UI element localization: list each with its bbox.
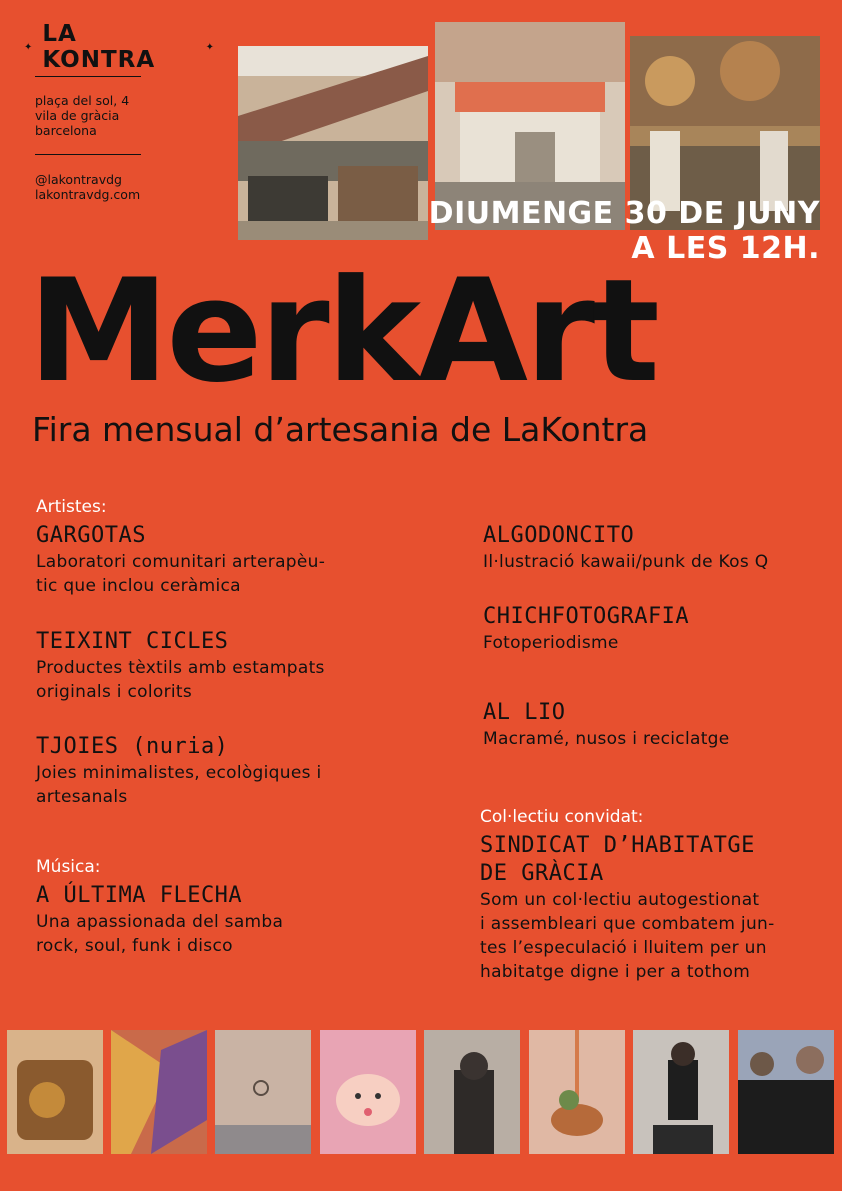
artist-desc: Joies minimalistes, ecològiques i bbox=[36, 763, 322, 783]
artist-name: TJOIES (nuria) bbox=[36, 734, 229, 759]
address-line: barcelona bbox=[35, 123, 97, 138]
artist-name: AL LIO bbox=[483, 700, 566, 725]
artists-label: Artistes: bbox=[36, 497, 107, 517]
guest-label: Col·lectiu convidat: bbox=[480, 807, 644, 827]
social-block bbox=[35, 172, 140, 202]
website-link[interactable]: lakontravdg.com bbox=[35, 187, 141, 202]
macrame-photo bbox=[529, 1030, 625, 1154]
event-time: A LES 12H. bbox=[631, 231, 820, 266]
artist-desc: Macramé, nusos i reciclatge bbox=[483, 729, 730, 749]
photographer-photo bbox=[424, 1030, 520, 1154]
artist-entry bbox=[36, 628, 325, 704]
event-date: DIUMENGE 30 DE JUNY bbox=[428, 196, 820, 231]
textile-photo bbox=[111, 1030, 207, 1154]
address-line: vila de gràcia bbox=[35, 108, 120, 123]
music-entry bbox=[36, 882, 283, 958]
guest-name: SINDICAT D’HABITATGE bbox=[480, 833, 755, 858]
guest-desc: tes l’especulació i lluitem per un bbox=[480, 938, 767, 958]
address-line: plaça del sol, 4 bbox=[35, 93, 130, 108]
guest-name: DE GRÀCIA bbox=[480, 861, 604, 886]
necklace-photo bbox=[215, 1030, 311, 1154]
event-title: MerkArt bbox=[28, 249, 657, 414]
artist-entry bbox=[36, 733, 321, 809]
artist-entry bbox=[483, 699, 730, 751]
guest-desc: i assembleari que combatem jun- bbox=[480, 914, 775, 934]
music-desc: Una apassionada del samba bbox=[36, 912, 284, 932]
artist-desc: Fotoperiodisme bbox=[483, 633, 619, 653]
guest-entry bbox=[480, 832, 775, 984]
artist-entry bbox=[36, 522, 325, 598]
dj-photo bbox=[633, 1030, 729, 1154]
artist-desc: Il·lustració kawaii/punk de Kos Q bbox=[483, 552, 769, 572]
artist-name: TEIXINT CICLES bbox=[36, 629, 229, 654]
star-icon: ✦ bbox=[205, 41, 214, 53]
brand-name: LA KONTRA bbox=[42, 21, 156, 73]
guest-desc: habitatge digne i per a tothom bbox=[480, 962, 751, 982]
artist-desc: Laboratori comunitari arterapèu- bbox=[36, 552, 326, 572]
artist-desc: artesanals bbox=[36, 787, 128, 807]
artist-desc: tic que inclou ceràmica bbox=[36, 576, 241, 596]
artist-desc: Productes tèxtils amb estampats bbox=[36, 658, 325, 678]
instagram-handle[interactable]: @lakontravdg bbox=[35, 172, 122, 187]
divider bbox=[35, 76, 141, 77]
music-label: Música: bbox=[36, 857, 101, 877]
brand-logo bbox=[24, 21, 214, 73]
artist-entry bbox=[483, 603, 689, 655]
artist-name: GARGOTAS bbox=[36, 523, 146, 548]
artist-desc: originals i colorits bbox=[36, 682, 193, 702]
music-name: A ÚLTIMA FLECHA bbox=[36, 883, 243, 908]
artist-name: CHICHFOTOGRAFIA bbox=[483, 604, 690, 629]
star-icon: ✦ bbox=[24, 41, 33, 53]
address-block bbox=[35, 93, 129, 138]
market-photo-1 bbox=[238, 46, 428, 240]
guest-desc: Som un col·lectiu autogestionat bbox=[480, 890, 760, 910]
music-desc: rock, soul, funk i disco bbox=[36, 936, 233, 956]
ceramic-cup-photo bbox=[7, 1030, 103, 1154]
divider bbox=[35, 154, 141, 155]
kawaii-illustration bbox=[320, 1030, 416, 1154]
artist-entry bbox=[483, 522, 768, 574]
event-subtitle: Fira mensual d’artesania de LaKontra bbox=[32, 410, 649, 449]
artist-name: ALGODONCITO bbox=[483, 523, 635, 548]
collective-photo bbox=[738, 1030, 834, 1154]
